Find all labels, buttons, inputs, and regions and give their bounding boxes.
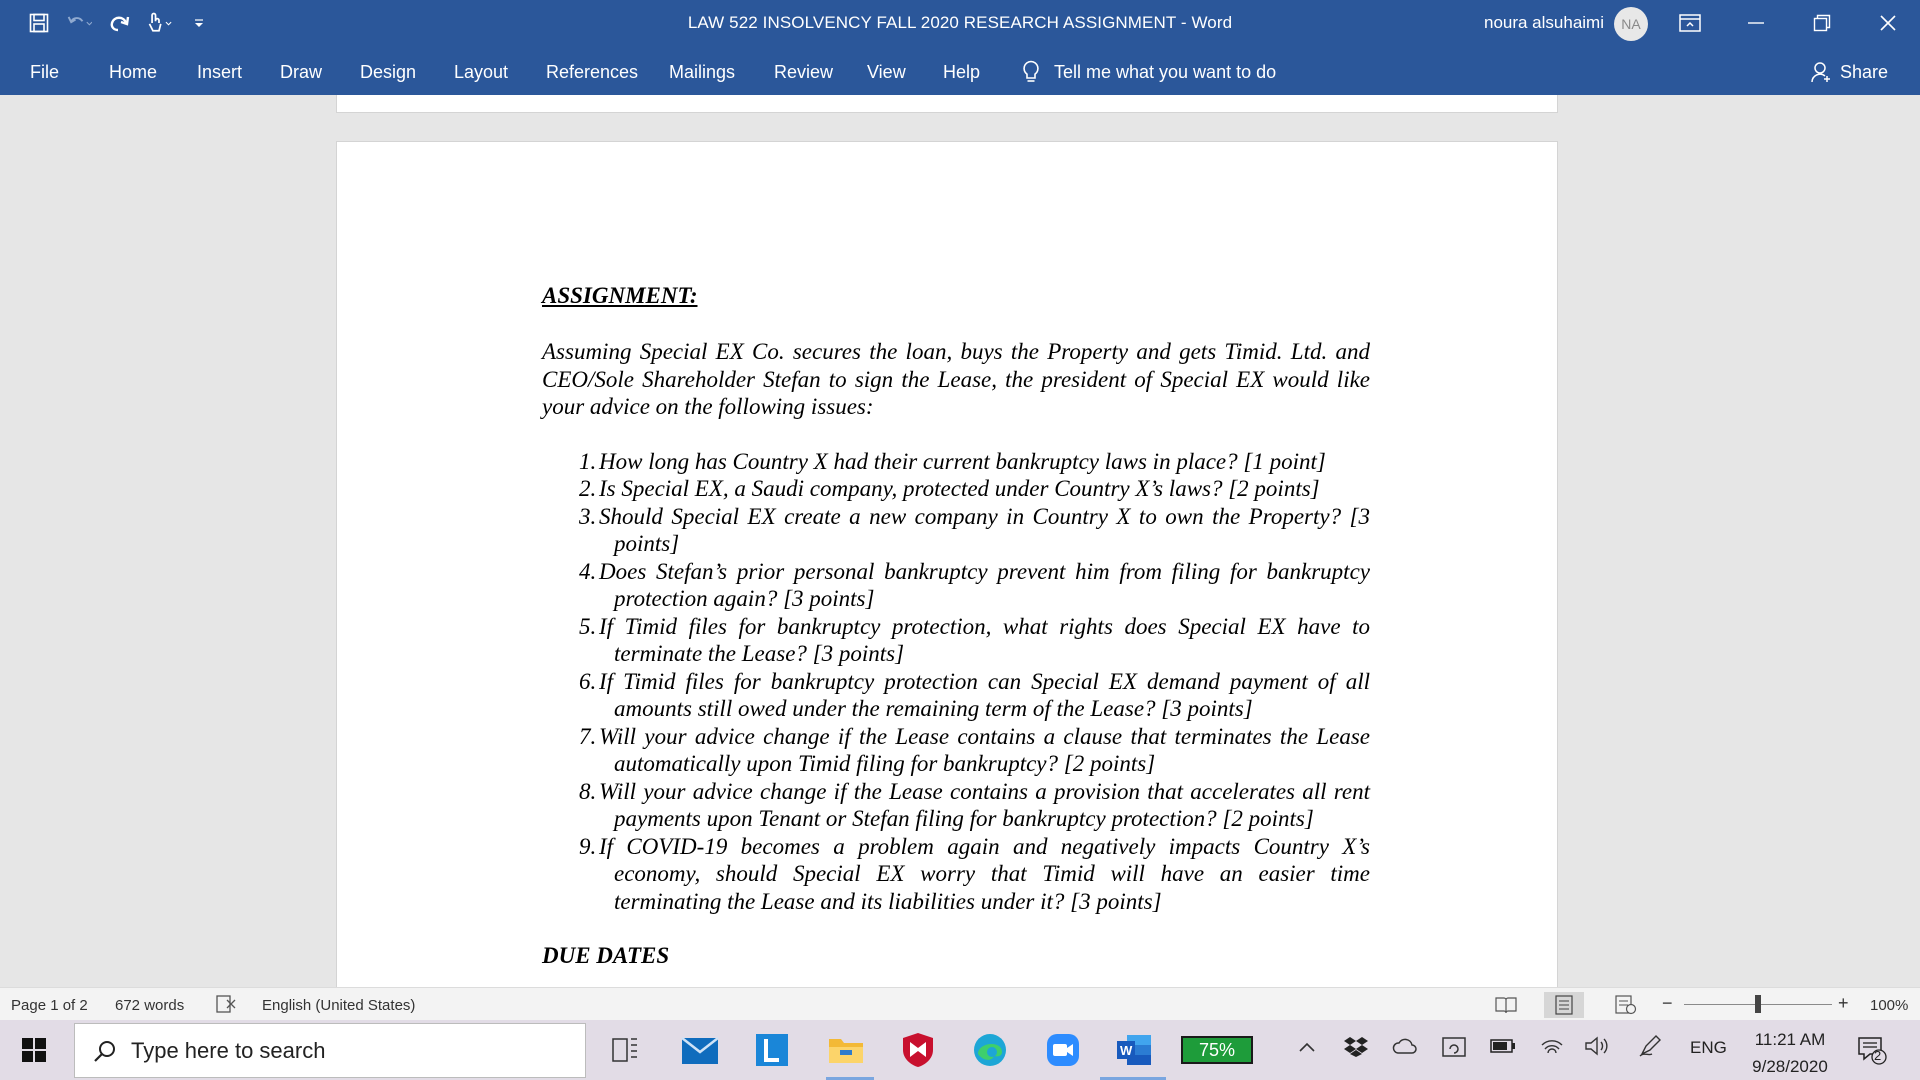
close-icon <box>1879 14 1897 32</box>
list-number: 7. <box>579 723 597 749</box>
list-item <box>579 833 1370 916</box>
clock[interactable] <box>1736 1026 1844 1080</box>
notification-icon <box>1857 1035 1887 1065</box>
page-count[interactable]: Page 1 of 2 <box>11 997 88 1014</box>
previous-page-bottom <box>336 95 1558 113</box>
list-number: 6. <box>579 668 597 694</box>
search-input[interactable] <box>131 1038 551 1064</box>
web-layout-button[interactable] <box>1606 992 1646 1018</box>
due-dates-heading: DUE DATES <box>542 943 670 968</box>
update-app-icon[interactable] <box>1442 1035 1466 1064</box>
tab-layout[interactable]: Layout <box>454 62 509 82</box>
share-label: Share <box>1839 61 1888 82</box>
title-bar <box>0 0 1920 46</box>
wifi-icon[interactable] <box>1540 1035 1564 1062</box>
list-item-text: Is Special EX, a Saudi company, protected under Country X’s laws? [2 points] <box>599 476 1320 501</box>
list-number: 9. <box>579 833 597 859</box>
tell-me-search[interactable] <box>1022 60 1276 84</box>
word-app-icon[interactable] <box>1114 1030 1154 1070</box>
avatar[interactable]: NA <box>1614 7 1648 41</box>
ribbon-display-icon <box>1679 14 1701 32</box>
tab-design[interactable]: Design <box>360 62 417 82</box>
windows-taskbar <box>0 1020 1920 1080</box>
volume-icon[interactable] <box>1584 1035 1610 1062</box>
zoom-out-button[interactable]: − <box>1662 993 1673 1013</box>
battery-icon[interactable] <box>1490 1038 1516 1058</box>
print-layout-button[interactable] <box>1544 992 1584 1018</box>
tab-draw[interactable]: Draw <box>280 62 323 82</box>
tab-view[interactable]: View <box>867 62 906 82</box>
tab-mailings[interactable]: Mailings <box>669 62 736 82</box>
list-item <box>579 778 1370 833</box>
redo-icon[interactable] <box>106 10 132 36</box>
file-explorer-icon[interactable] <box>826 1030 866 1070</box>
share-person-icon <box>1810 61 1832 83</box>
ribbon-display-options-button[interactable] <box>1658 0 1722 46</box>
minimize-icon <box>1747 14 1765 32</box>
close-button[interactable] <box>1856 0 1920 46</box>
list-item-text: Will your advice change if the Lease contains a clause that terminates the Lease automatically upon Timid filing for bankruptcy? [2 points] <box>599 723 1370 776</box>
edge-browser-icon[interactable] <box>970 1030 1010 1070</box>
touch-mode-icon[interactable] <box>146 10 172 36</box>
windows-start-button[interactable] <box>14 1030 54 1070</box>
battery-percentage-badge[interactable]: 75% <box>1181 1036 1253 1064</box>
list-item <box>579 475 1370 503</box>
tab-help[interactable]: Help <box>943 62 981 82</box>
document-canvas[interactable] <box>0 95 1920 987</box>
taskbar-search[interactable] <box>74 1023 586 1078</box>
read-mode-icon <box>1495 996 1517 1014</box>
lightbulb-icon <box>1022 60 1040 84</box>
list-item-text: If COVID-19 becomes a problem again and negatively impacts Country X’s economy, should Special EX worry that Timid will have an easier time terminating the Lease and its liabilities under it? [3 points] <box>599 833 1370 914</box>
input-language[interactable]: ENG <box>1690 1038 1727 1057</box>
clock-date: 9/28/2020 <box>1752 1057 1828 1076</box>
minimize-button[interactable] <box>1724 0 1788 46</box>
clock-time: 11:21 AM <box>1754 1030 1826 1049</box>
zoom-in-button[interactable]: + <box>1838 993 1849 1013</box>
tab-references[interactable]: References <box>546 62 639 82</box>
notification-count-badge: 2 <box>1874 1048 1882 1063</box>
list-number: 4. <box>579 558 597 584</box>
tab-home[interactable]: Home <box>109 62 158 82</box>
user-name[interactable]: noura alsuhaimi <box>1483 13 1604 32</box>
list-item <box>579 668 1370 723</box>
onedrive-cloud-icon[interactable] <box>1392 1037 1418 1060</box>
question-list <box>579 448 1370 916</box>
l-app-icon[interactable] <box>752 1030 792 1070</box>
web-layout-icon <box>1615 995 1637 1015</box>
tab-file[interactable]: File <box>30 62 60 82</box>
list-item-text: Will your advice change if the Lease contains a provision that accelerates all rent payments upon Tenant or Stefan filing for bankruptcy protection? [2 points] <box>599 778 1370 831</box>
list-item <box>579 723 1370 778</box>
list-item <box>579 503 1370 558</box>
tab-insert[interactable]: Insert <box>197 62 243 82</box>
word-ribbon-header <box>0 0 1920 95</box>
search-icon <box>93 1039 117 1063</box>
list-item-text: How long has Country X had their current bankruptcy laws in place? [1 point] <box>599 448 1326 474</box>
language-indicator[interactable]: English (United States) <box>262 997 416 1014</box>
zoom-app-icon[interactable] <box>1043 1030 1083 1070</box>
word-count[interactable]: 672 words <box>115 997 185 1014</box>
restore-icon <box>1813 14 1831 32</box>
list-item-text: If Timid files for bankruptcy protection can Special EX demand payment of all amounts still owed under the remaining term of the Lease? [3 points] <box>599 668 1370 721</box>
zoom-slider-thumb[interactable] <box>1755 995 1761 1013</box>
mcafee-icon[interactable] <box>898 1030 938 1070</box>
customize-qat-icon[interactable] <box>186 10 212 36</box>
list-item <box>579 613 1370 668</box>
windows-logo-icon <box>21 1037 47 1063</box>
quick-access-toolbar <box>26 10 212 36</box>
list-item <box>579 558 1370 613</box>
action-center-button[interactable] <box>1852 1030 1892 1070</box>
list-number: 8. <box>579 778 597 804</box>
list-number: 1. <box>579 448 597 474</box>
list-number: 2. <box>579 476 597 501</box>
page-content[interactable] <box>542 282 1370 970</box>
menu-bar <box>0 53 1920 93</box>
list-number: 3. <box>579 503 597 529</box>
dropbox-icon[interactable] <box>1344 1036 1368 1063</box>
mail-app-icon[interactable] <box>680 1030 720 1070</box>
share-button[interactable] <box>1810 61 1888 83</box>
assignment-heading: ASSIGNMENT: <box>542 283 698 308</box>
task-view-icon[interactable] <box>605 1030 645 1070</box>
list-item-text: If Timid files for bankruptcy protection, what rights does Special EX have to terminate the Lease? [3 points] <box>599 613 1370 666</box>
pen-ink-icon[interactable] <box>1638 1034 1662 1063</box>
document-page[interactable] <box>336 141 1558 987</box>
show-hidden-icons-chevron-icon[interactable] <box>1298 1038 1316 1058</box>
svg-text:W: W <box>1120 1043 1133 1058</box>
tab-review[interactable]: Review <box>774 62 834 82</box>
read-mode-button[interactable] <box>1486 992 1526 1018</box>
list-item-text: Does Stefan’s prior personal bankruptcy prevent him from filing for bankruptcy protection again? [3 points] <box>599 558 1370 611</box>
print-layout-icon <box>1554 995 1574 1015</box>
list-item <box>579 448 1370 476</box>
window-title: LAW 522 INSOLVENCY FALL 2020 RESEARCH ASSIGNMENT - Word <box>687 13 1233 32</box>
tell-me-label: Tell me what you want to do <box>1054 61 1277 82</box>
intro-paragraph: Assuming Special EX Co. secures the loan, buys the Property and gets Timid. Ltd. and CEO/Sole Shareholder Stefan to sign the Lease, the president of Special EX would like your advice on the following issues: <box>542 339 1370 419</box>
list-number: 5. <box>579 613 597 639</box>
undo-icon[interactable] <box>66 10 92 36</box>
restore-button[interactable] <box>1790 0 1854 46</box>
list-item-text: Should Special EX create a new company in Country X to own the Property? [3 points] <box>599 503 1370 556</box>
proofing-icon[interactable] <box>216 995 238 1017</box>
zoom-level[interactable]: 100% <box>1870 997 1909 1014</box>
status-bar <box>0 987 1920 1020</box>
save-icon[interactable] <box>26 10 52 36</box>
